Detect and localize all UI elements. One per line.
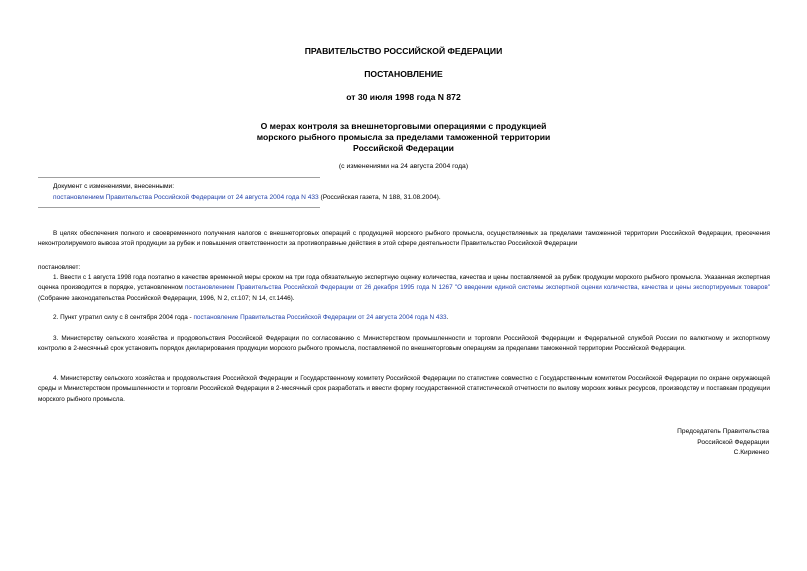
signature-block [677,427,769,459]
document-date-number: от 30 июля 1998 года N 872 [346,92,461,102]
revision-note: (с изменениями на 24 августа 2004 года) [338,163,469,170]
preamble-paragraph: В целях обеспечения полного и своевременного получения налогов с внешнеторговых операций с продукцией морского рыбного промысла, осуществляемых за пределами таможенной территории Российской Федерации, пресечения неконтролируемого вывоза этой продукции за рубеж и повышения ответственности за противоправные действия в этой сфере деятельности Правительство Российской Федерации [38,230,770,248]
divider-bottom [38,207,320,208]
clause-1-text: 1. Ввести с 1 августа 1998 года поэтапно в качестве временной меры сроком на три года обязательную экспертную оценку количества, качества и цены поставляемой за рубеж продукции морского рыбного промысла. Указанная экспертная оценка производится в порядке, установленном [38,274,770,292]
amendment-source: (Российская газета, N 188, 31.08.2004). [318,194,441,201]
signatory-name: С.Кириенко [733,449,769,456]
clause-2-end: . [446,314,449,321]
clause-2-link[interactable]: постановление Правительства Российской Федерации от 24 августа 2004 года N 433 [193,314,447,321]
clause-3: 3. Министерству сельского хозяйства и продовольствия Российской Федерации по согласованию с Министерством промышленности и торговли Российской Федерации и Федеральной службой России по валютному и экспортному контролю в 2-месячный срок установить порядок декларирования продукции морского рыбного промысла, поставляемой по внешнеторговым операциям за пределами таможенной территории Российской Федерации. [38,335,770,353]
issuing-authority: ПРАВИТЕЛЬСТВО РОССИЙСКОЙ ФЕДЕРАЦИИ [304,46,503,56]
amendment-heading: Документ с изменениями, внесенными: [53,183,175,190]
signatory-position: Председатель Правительства [677,428,769,435]
clause-2-text: 2. Пункт утратил силу с 8 сентября 2004 года - [53,314,194,321]
document-title [0,121,807,154]
title-line: О мерах контроля за внешнеторговыми операциями с продукцией [260,121,547,131]
signatory-position-2: Российской Федерации [697,438,769,446]
amendment-note [53,181,513,203]
divider-top [38,177,320,178]
title-line: Российской Федерации [353,143,454,153]
decree-word: постановляет: [38,264,81,271]
clause-1 [38,273,770,304]
title-line: морского рыбного промысла за пределами таможенной территории [256,132,551,142]
document-type: ПОСТАНОВЛЕНИЕ [364,69,443,79]
clause-1-source: (Собрание законодательства Российской Федерации, 1996, N 2, ст.107; N 14, ст.1446). [38,294,295,302]
amendment-line [53,192,513,203]
clause-2 [38,313,770,323]
clause-4: 4. Министерству сельского хозяйства и продовольствия Российской Федерации и Государственному комитету Российской Федерации по статистике совместно с Государственным комитетом Российской Федерации по охране окружающей среды и Министерством промышленности и торговли Российской Федерации в 2-месячный срок разработать и ввести форму государственной статистической отчетности по вылову морских живых ресурсов, производству и поставкам продукции морского рыбного промысла. [38,375,770,403]
clause-1-link[interactable]: постановлением Правительства Российской Федерации от 26 декабря 1995 года N 1267 "О введении единой системы экспертной оценки количества, качества и цены экспортируемых товаров" [184,284,770,292]
amendment-link[interactable]: постановлением Правительства Российской Федерации от 24 августа 2004 года N 433 [53,194,319,201]
